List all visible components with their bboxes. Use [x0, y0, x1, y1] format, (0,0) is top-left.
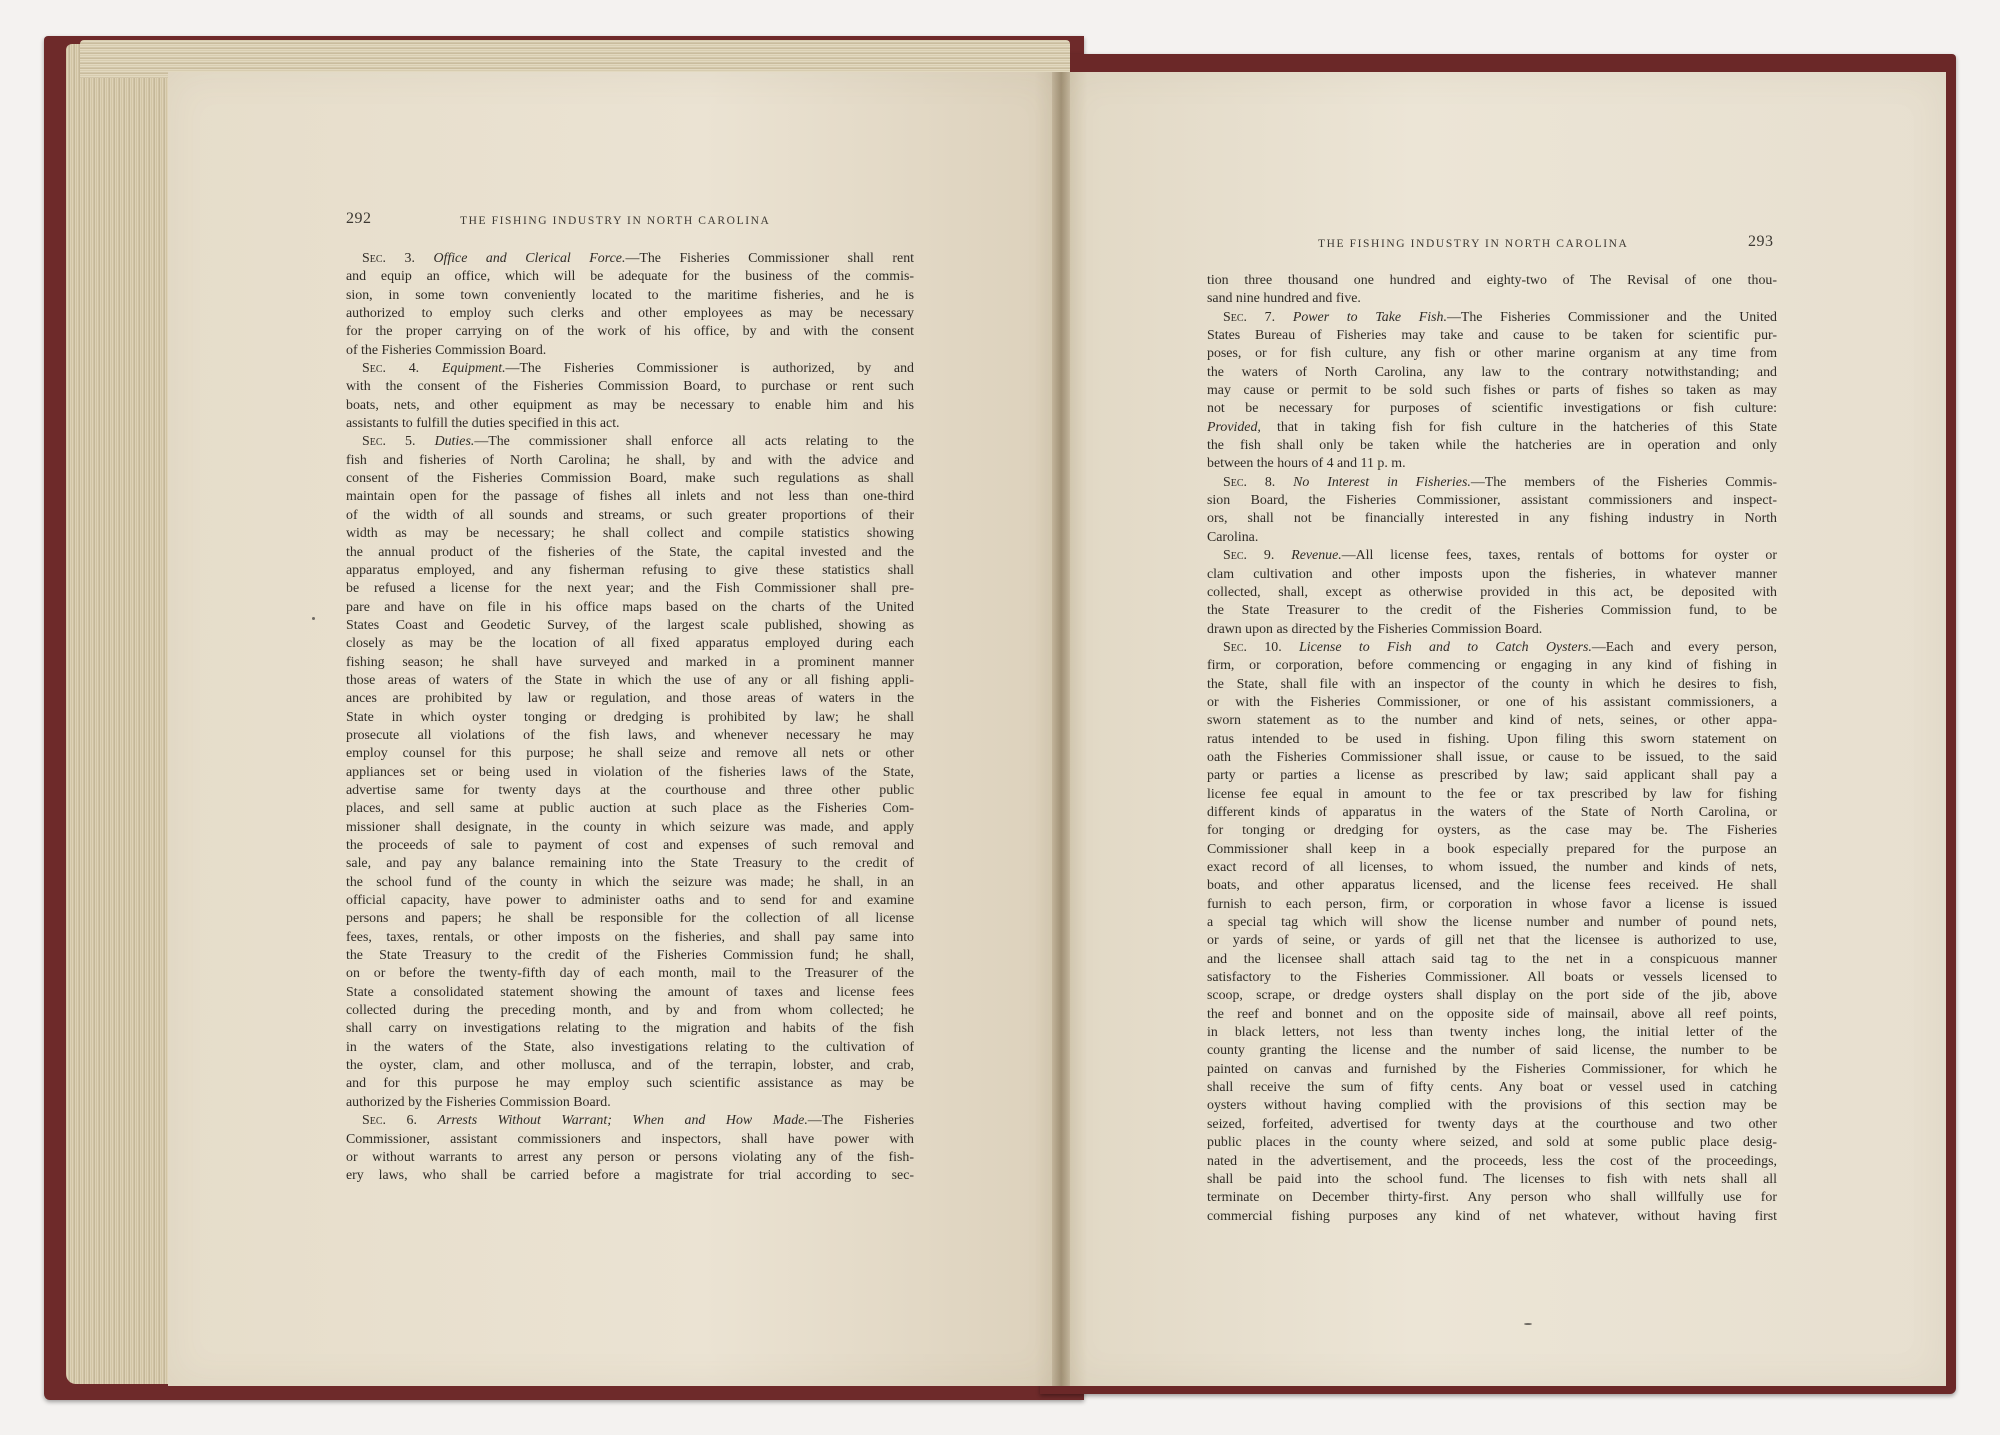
- text-line: [1207, 731, 1777, 749]
- right-page-text: [1207, 272, 1777, 1226]
- line-text: with the consent of the Fisheries Commission Board, to purchase or rent such: [346, 379, 914, 395]
- line-text: the reef and bonnet and on the opposite side of mainsail, above all reef points,: [1207, 1006, 1777, 1022]
- line-text: furnish to each person, firm, or corporation in whose favor a license is issued: [1207, 896, 1777, 912]
- section-number: Sec. 6.: [362, 1113, 417, 1129]
- text-line: [1207, 327, 1777, 345]
- line-text: commercial fishing purposes any kind of net whatever, without having first: [1207, 1208, 1777, 1224]
- text-line: [1207, 510, 1777, 528]
- page-number-right: 293: [1748, 233, 1774, 250]
- left-page-text: [346, 250, 914, 1186]
- text-line: [1207, 896, 1777, 914]
- text-line: [346, 984, 914, 1002]
- line-text: authorized by the Fisheries Commission Board.: [346, 1094, 611, 1110]
- text-line: [346, 507, 914, 525]
- text-line: [1207, 345, 1777, 363]
- text-line: [346, 580, 914, 598]
- line-text: apparatus employed, and any fisherman refusing to give these statistics shall: [346, 562, 914, 578]
- line-text: ery laws, who shall be carried before a magistrate for trial according to sec-: [346, 1168, 914, 1184]
- text-line: [346, 415, 914, 433]
- text-line: [1207, 1006, 1777, 1024]
- line-text: places, and sell same at public auction at such place as the Fisheries Com-: [346, 801, 914, 817]
- line-text: county granting the license and the number of said license, the number to be: [1207, 1043, 1777, 1059]
- text-line: [346, 947, 914, 965]
- line-text: advertise same for twenty days at the courthouse and three other public: [346, 782, 914, 798]
- text-line: [1207, 639, 1777, 657]
- text-line: [1207, 676, 1777, 694]
- line-text: sworn statement as to the number and kind of nets, seines, or other appa-: [1207, 713, 1777, 729]
- line-text: different kinds of apparatus in the waters of the State of North Carolina, or: [1207, 804, 1777, 820]
- text-line: [346, 617, 914, 635]
- text-line: [346, 635, 914, 653]
- text-line: [346, 1167, 914, 1185]
- line-text: or without warrants to arrest any person or persons violating any of the fish-: [346, 1149, 914, 1165]
- text-line: [346, 837, 914, 855]
- line-text: —The Fisheries Commissioner is authorized, by and: [505, 361, 914, 377]
- text-line: [346, 250, 914, 268]
- text-line: [1207, 309, 1777, 327]
- text-line: [346, 727, 914, 745]
- running-head-left: THE FISHING INDUSTRY IN NORTH CAROLINA: [460, 215, 771, 227]
- text-line: [1207, 1208, 1777, 1226]
- text-line: [1207, 1153, 1777, 1171]
- line-text: scoop, scrape, or dredge oysters shall display on the port side of the jib, above: [1207, 988, 1777, 1004]
- line-text: shall receive the sum of fifty cents. Any boat or vessel used in catching: [1207, 1080, 1777, 1096]
- text-line: [1207, 1079, 1777, 1097]
- line-text: painted on canvas and furnished by the Fisheries Commissioner, for which he: [1207, 1061, 1777, 1077]
- page-number-left: 292: [346, 210, 372, 227]
- text-line: [1207, 694, 1777, 712]
- section-title: Equipment.: [441, 361, 506, 377]
- line-text: ors, shall not be financially interested in any fishing industry in North: [1207, 511, 1777, 527]
- line-text: —The Fisheries Commissioner shall rent: [625, 251, 915, 266]
- line-text: Commissioner shall keep in a book especially prepared for the purpose an: [1207, 841, 1777, 857]
- line-text: for tonging or dredging for oysters, as the case may be. The Fisheries: [1207, 823, 1777, 839]
- text-line: [1207, 841, 1777, 859]
- line-text: a special tag which will show the license number and number of pound nets,: [1207, 915, 1777, 931]
- text-line: [346, 433, 914, 451]
- line-text: sion Board, the Fisheries Commissioner, assistant commissioners and inspect-: [1207, 493, 1777, 509]
- section-title: No Interest in Fisheries.: [1293, 474, 1471, 490]
- line-text: collected, shall, except as otherwise provided in this act, be deposited with: [1207, 584, 1777, 600]
- text-line: [346, 342, 914, 360]
- text-line: [346, 1057, 914, 1075]
- line-text: terminate on December thirty-first. Any person who shall willfully use for: [1207, 1190, 1777, 1206]
- line-text: sion, in some town conveniently located to the maritime fisheries, and he is: [346, 287, 914, 303]
- line-text: oath the Fisheries Commissioner shall issue, or cause to be issued, to the said: [1207, 749, 1777, 765]
- text-line: [346, 360, 914, 378]
- line-text: —The Fisheries Commissioner and the United: [1446, 309, 1777, 325]
- text-line: [1207, 400, 1777, 418]
- text-line: [346, 544, 914, 562]
- line-text: the oyster, clam, and other mollusca, and of the terrapin, lobster, and crab,: [346, 1058, 914, 1074]
- text-line: [1207, 932, 1777, 950]
- text-line: [346, 782, 914, 800]
- text-line: [1207, 657, 1777, 675]
- section-title: Duties.: [434, 434, 475, 450]
- text-line: [346, 800, 914, 818]
- line-text: maintain open for the passage of fishes all inlets and not less than one-third: [346, 489, 914, 505]
- text-line: [346, 910, 914, 928]
- line-text: closely as may be the location of all fixed apparatus employed during each: [346, 636, 914, 652]
- text-line: [346, 470, 914, 488]
- line-text: firm, or corporation, before commencing or engaging in any kind of fishing in: [1207, 658, 1777, 674]
- line-text: or yards of seine, or yards of gill net that the licensee is authorized to use,: [1207, 933, 1777, 949]
- text-line: [346, 287, 914, 305]
- line-text: on or before the twenty-fifth day of each month, mail to the Treasurer of the: [346, 966, 914, 982]
- line-text: States Bureau of Fisheries may take and cause to be taken for scientific pur-: [1207, 328, 1777, 344]
- running-head-right: THE FISHING INDUSTRY IN NORTH CAROLINA: [1318, 238, 1629, 250]
- line-text: party or parties a license as prescribed by law; said applicant shall pay a: [1207, 768, 1777, 784]
- text-line: [1207, 822, 1777, 840]
- line-text: the State Treasury to the credit of the Fisheries Commission fund; he shall,: [346, 948, 914, 964]
- line-text: authorized to employ such clerks and other employees as may be necessary: [346, 306, 914, 322]
- line-text: ances are prohibited by law or regulation, and those areas of waters in the: [346, 691, 914, 707]
- line-text: in black letters, not less than twenty inches long, the initial letter of the: [1207, 1025, 1777, 1041]
- section-number: Sec. 9.: [1223, 548, 1275, 564]
- text-line: [1207, 712, 1777, 730]
- line-text: —The members of the Fisheries Commis-: [1470, 474, 1777, 490]
- text-line: [346, 929, 914, 947]
- line-text: —Each and every person,: [1591, 639, 1778, 655]
- text-line: [1207, 419, 1777, 437]
- line-text: may cause or permit to be sold such fishes or parts of fishes so taken as may: [1207, 383, 1777, 399]
- text-line: [1207, 877, 1777, 895]
- text-line: [1207, 951, 1777, 969]
- section-title: Power to Take Fish.: [1292, 309, 1447, 325]
- line-text: of the Fisheries Commission Board.: [346, 342, 547, 358]
- line-text: width as may be necessary; he shall collect and compile statistics showing: [346, 526, 914, 542]
- text-line: [1207, 382, 1777, 400]
- line-text: missioner shall designate, in the county in which seizure was made, and apply: [346, 819, 914, 835]
- text-line: [346, 397, 914, 415]
- line-text: shall be paid into the school fund. The licenses to fish with nets shall all: [1207, 1171, 1777, 1187]
- text-line: [346, 378, 914, 396]
- text-line: [346, 1020, 914, 1038]
- line-text: —The commissioner shall enforce all acts relating to the: [474, 434, 914, 450]
- text-line: [346, 1094, 914, 1112]
- section-number: Sec. 8.: [1223, 474, 1276, 490]
- text-line: [346, 599, 914, 617]
- text-line: [1207, 969, 1777, 987]
- book-gutter: [1052, 72, 1070, 1386]
- line-text: and the licensee shall attach said tag to the net in a conspicuous manner: [1207, 951, 1777, 967]
- section-number: Sec. 5.: [362, 434, 416, 450]
- page-edges: [66, 44, 176, 1384]
- text-line: [1207, 987, 1777, 1005]
- line-text: the proceeds of sale to payment of cost and expenses of such removal and: [346, 838, 914, 853]
- line-text: prosecute all violations of the fish laws, and whenever necessary he may: [346, 727, 914, 743]
- text-line: [346, 488, 914, 506]
- text-line: [1207, 364, 1777, 382]
- text-line: [1207, 786, 1777, 804]
- text-line: [1207, 1116, 1777, 1134]
- line-text: not be necessary for purposes of scientific investigations or fish culture:: [1207, 401, 1777, 417]
- text-line: [346, 874, 914, 892]
- line-text: assistants to fulfill the duties specified in this act.: [346, 416, 620, 432]
- line-text: sale, and pay any balance remaining into the State Treasury to the credit of: [346, 856, 914, 872]
- paper-speck: [1524, 1323, 1532, 1325]
- text-line: [346, 1112, 914, 1130]
- text-line: [1207, 566, 1777, 584]
- line-text: exact record of all licenses, to whom issued, the number and kinds of nets,: [1207, 860, 1777, 875]
- line-text: of the width of all sounds and streams, or such greater proportions of their: [346, 507, 914, 523]
- section-title: License to Fish and to Catch Oysters.: [1299, 639, 1592, 655]
- text-line: [346, 452, 914, 470]
- text-line: [1207, 437, 1777, 455]
- text-line: [1207, 547, 1777, 565]
- section-title: Provided,: [1207, 419, 1261, 435]
- section-number: Sec. 4.: [362, 361, 420, 377]
- line-text: persons and papers; he shall be responsible for the collection of all license: [346, 911, 914, 927]
- text-line: [1207, 621, 1777, 639]
- text-line: [346, 1039, 914, 1057]
- text-line: [346, 764, 914, 782]
- line-text: fees, taxes, rentals, or other imposts on the fisheries, and shall pay same into: [346, 929, 914, 945]
- text-line: [346, 965, 914, 983]
- line-text: public places in the county where seized, and sold at some public place desig-: [1207, 1135, 1777, 1151]
- text-line: [346, 709, 914, 727]
- text-line: [346, 1131, 914, 1149]
- section-title: Office and Clerical Force.: [433, 251, 626, 266]
- line-text: State a consolidated statement showing the amount of taxes and license fees: [346, 984, 914, 1000]
- text-line: [346, 654, 914, 672]
- line-text: those areas of waters of the State in which the use of any or all fishing appli-: [346, 672, 914, 688]
- text-line: [346, 745, 914, 763]
- line-text: consent of the Fisheries Commission Board, make such regulations as shall: [346, 471, 914, 487]
- line-text: the annual product of the fisheries of the State, the capital invested and the: [346, 544, 914, 560]
- line-text: oysters without having complied with the provisions of this section may be: [1207, 1098, 1777, 1114]
- line-text: the State, shall file with an inspector of the county in which he desires to fish,: [1207, 676, 1777, 692]
- line-text: States Coast and Geodetic Survey, of the largest scale published, showing as: [346, 617, 914, 633]
- line-text: or with the Fisheries Commissioner, or one of his assistant commissioners, a: [1207, 694, 1777, 710]
- line-text: the waters of North Carolina, any law to the contrary notwithstanding; and: [1207, 364, 1777, 380]
- text-line: [346, 855, 914, 873]
- line-text: the school fund of the county in which the seizure was made; he shall, in an: [346, 874, 914, 890]
- text-line: [1207, 1134, 1777, 1152]
- line-text: official capacity, have power to administer oaths and to send for and examine: [346, 893, 914, 909]
- text-line: [1207, 767, 1777, 785]
- text-line: [1207, 804, 1777, 822]
- line-text: the fish shall only be taken while the hatcheries are in operation and only: [1207, 438, 1777, 454]
- line-text: sand nine hundred and five.: [1207, 291, 1361, 307]
- text-line: [346, 525, 914, 543]
- line-text: and for this purpose he may employ such scientific assistance as may be: [346, 1076, 914, 1092]
- line-text: ratus intended to be used in fishing. Upon filing this sworn statement on: [1207, 731, 1777, 747]
- text-line: [1207, 455, 1777, 473]
- text-line: [1207, 272, 1777, 290]
- section-title: Revenue.: [1291, 548, 1342, 564]
- paper-speck: [312, 617, 315, 620]
- text-line: [346, 690, 914, 708]
- text-line: [346, 1149, 914, 1167]
- line-text: fishing season; he shall have surveyed and marked in a prominent manner: [346, 654, 914, 670]
- line-text: for the proper carrying on of the work of his office, by and with the consent: [346, 324, 914, 340]
- line-text: between the hours of 4 and 11 p. m.: [1207, 456, 1406, 472]
- text-line: [1207, 1042, 1777, 1060]
- line-text: tion three thousand one hundred and eighty-two of The Revisal of one thou-: [1207, 273, 1777, 288]
- line-text: seized, forfeited, advertised for twenty days at the courthouse and two other: [1207, 1116, 1777, 1132]
- line-text: drawn upon as directed by the Fisheries Commission Board.: [1207, 621, 1543, 637]
- text-line: [1207, 529, 1777, 547]
- line-text: —The Fisheries: [807, 1113, 914, 1129]
- text-line: [346, 1075, 914, 1093]
- line-text: the State Treasurer to the credit of the Fisheries Commission fund, to be: [1207, 603, 1777, 619]
- line-text: license fee equal in amount to the fee or tax prescribed by law for fishing: [1207, 786, 1777, 802]
- line-text: employ counsel for this purpose; he shall seize and remove all nets or other: [346, 746, 914, 762]
- line-text: satisfactory to the Fisheries Commissioner. All boats or vessels licensed to: [1207, 970, 1777, 986]
- line-text: nated in the advertisement, and the proceeds, less the cost of the proceedings,: [1207, 1153, 1777, 1169]
- text-line: [1207, 1061, 1777, 1079]
- text-line: [346, 562, 914, 580]
- text-line: [346, 819, 914, 837]
- text-line: [1207, 1171, 1777, 1189]
- text-line: [1207, 492, 1777, 510]
- text-line: [1207, 1189, 1777, 1207]
- text-line: [1207, 474, 1777, 492]
- line-text: Commissioner, assistant commissioners and inspectors, shall have power with: [346, 1131, 914, 1147]
- text-line: [346, 268, 914, 286]
- section-number: Sec. 10.: [1223, 639, 1282, 655]
- text-line: [1207, 914, 1777, 932]
- text-line: [1207, 1024, 1777, 1042]
- text-line: [1207, 290, 1777, 308]
- line-text: be refused a license for the next year; and the Fish Commissioner shall pre-: [346, 581, 914, 597]
- text-line: [346, 672, 914, 690]
- line-text: boats, nets, and other equipment as may be necessary to enable him and his: [346, 397, 914, 413]
- line-text: boats, and other apparatus licensed, and the license fees received. He shall: [1207, 878, 1777, 894]
- text-line: [1207, 1097, 1777, 1115]
- text-line: [1207, 749, 1777, 767]
- text-line: [1207, 602, 1777, 620]
- line-text: that in taking fish for fish culture in the hatcheries of this State: [1260, 419, 1777, 435]
- line-text: and equip an office, which will be adequate for the business of the commis-: [346, 269, 914, 285]
- text-line: [346, 1002, 914, 1020]
- line-text: State in which oyster tonging or dredging is prohibited by law; he shall: [346, 709, 914, 725]
- section-number: Sec. 3.: [362, 251, 415, 266]
- line-text: shall carry on investigations relating to the migration and habits of the fish: [346, 1021, 914, 1037]
- text-line: [346, 323, 914, 341]
- line-text: —All license fees, taxes, rentals of bottoms for oyster or: [1341, 548, 1777, 564]
- line-text: collected during the preceding month, and by and from whom collected; he: [346, 1003, 914, 1019]
- line-text: pare and have on file in his office maps based on the charts of the United: [346, 599, 914, 615]
- line-text: appliances set or being used in violation of the fisheries laws of the State,: [346, 764, 914, 780]
- line-text: poses, or for fish culture, any fish or other marine organism at any time from: [1207, 346, 1777, 362]
- text-line: [346, 305, 914, 323]
- section-title: Arrests Without Warrant; When and How Made.: [437, 1113, 808, 1129]
- line-text: Carolina.: [1207, 529, 1259, 545]
- line-text: in the waters of the State, also investigations relating to the cultivation of: [346, 1039, 914, 1055]
- text-line: [1207, 859, 1777, 877]
- line-text: clam cultivation and other imposts upon the fisheries, in whatever manner: [1207, 566, 1777, 582]
- text-line: [1207, 584, 1777, 602]
- section-number: Sec. 7.: [1223, 309, 1276, 325]
- line-text: fish and fisheries of North Carolina; he shall, by and with the advice and: [346, 452, 914, 468]
- text-line: [346, 892, 914, 910]
